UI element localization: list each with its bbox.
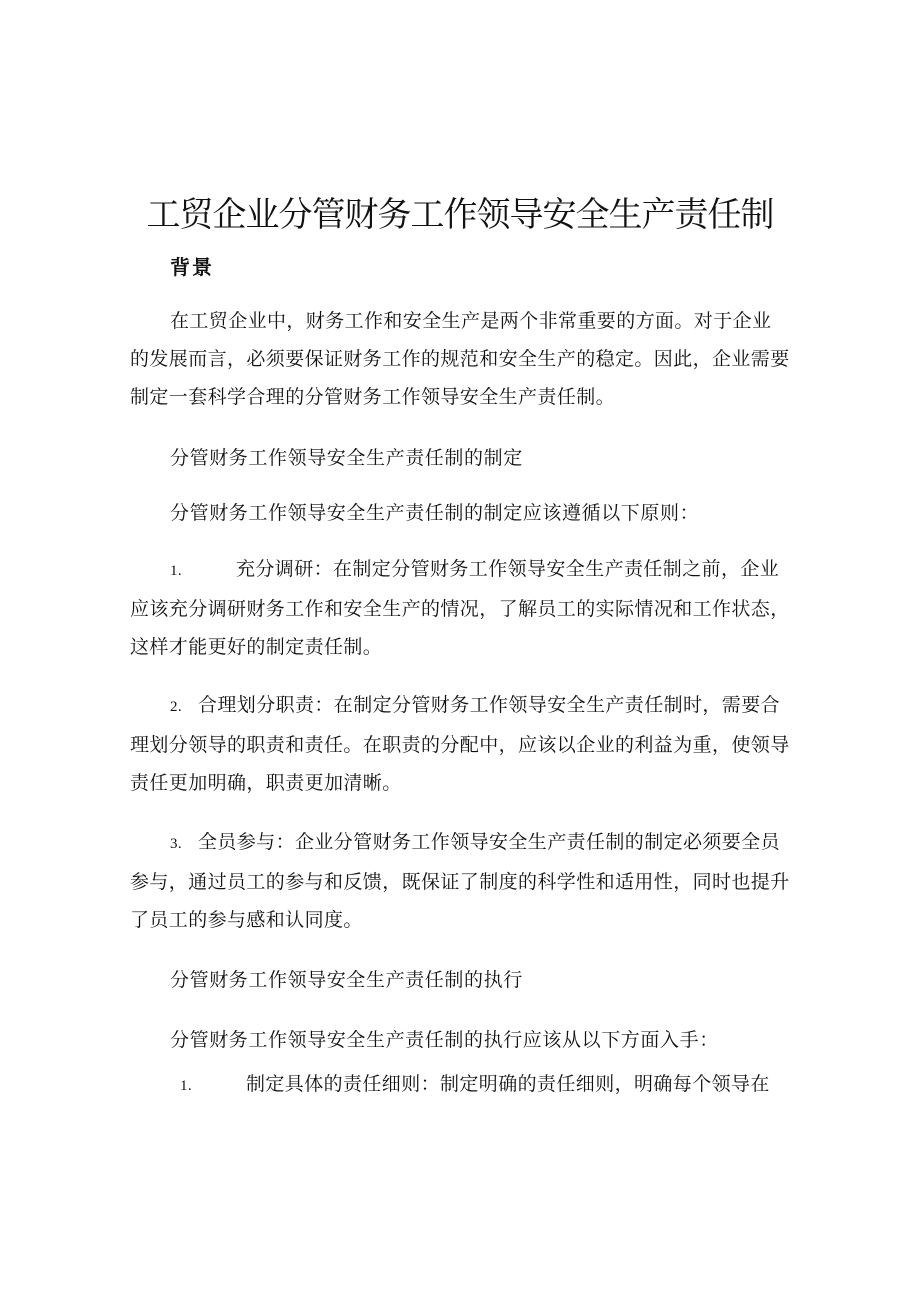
list-item	[130, 1065, 790, 1105]
intro-paragraph: 在工贸企业中，财务工作和安全生产是两个非常重要的方面。对于企业的发展而言，必须要保证财务工作的规范和安全生产的稳定。因此，企业需要制定一套科学合理的分管财务工作领导安全生产责任制。	[130, 310, 790, 408]
list-item-number: 3.	[170, 836, 183, 852]
document-title: 工贸企业分管财务工作领导安全生产责任制	[146, 195, 774, 235]
list-item	[130, 550, 790, 666]
list-item-number: 2.	[170, 699, 183, 715]
list-item-number: 1.	[170, 563, 183, 579]
list-item-text: 合理划分职责：在制定分管财务工作领导安全生产责任制时，需要合理划分领导的职责和责任。在职责的分配中，应该以企业的利益为重，使领导责任更加明确，职责更加清晰。	[130, 694, 790, 794]
formulation-heading: 分管财务工作领导安全生产责任制的制定	[170, 447, 523, 469]
list-item	[130, 823, 790, 939]
list-item-text: 全员参与：企业分管财务工作领导安全生产责任制的制定必须要全员参与，通过员工的参与和反馈，既保证了制度的科学性和适用性，同时也提升了员工的参与感和认同度。	[130, 831, 790, 931]
formulation-lead: 分管财务工作领导安全生产责任制的制定应该遵循以下原则：	[170, 502, 700, 524]
list-item	[130, 686, 790, 802]
execution-heading: 分管财务工作领导安全生产责任制的执行	[170, 969, 523, 991]
list-item-text: 制定具体的责任细则：制定明确的责任细则，明确每个领导在	[246, 1073, 770, 1095]
background-heading: 背景	[170, 255, 214, 279]
list-item-text: 充分调研：在制定分管财务工作领导安全生产责任制之前，企业应该充分调研财务工作和安全生产的情况，了解员工的实际情况和工作状态，这样才能更好的制定责任制。	[130, 558, 790, 658]
list-item-number: 1.	[180, 1078, 193, 1094]
execution-lead: 分管财务工作领导安全生产责任制的执行应该从以下方面入手：	[170, 1029, 719, 1051]
